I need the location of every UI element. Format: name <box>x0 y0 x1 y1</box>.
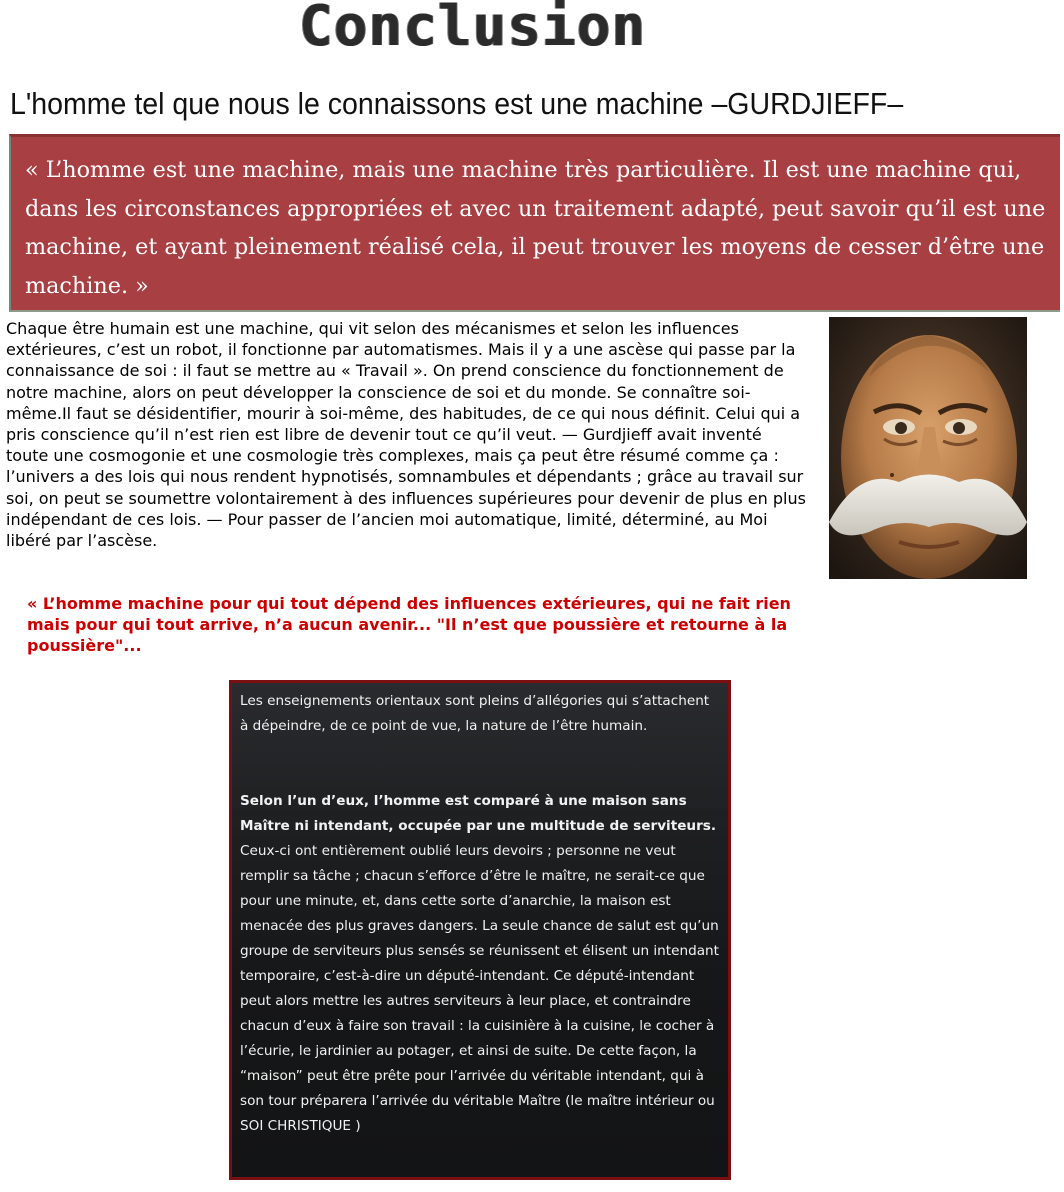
story-bold-lead: Selon l’un d’eux, l’homme est comparé à une maison sans Maître ni intendant, occupée par une multitude de serviteurs. <box>240 793 717 834</box>
section-heading: L'homme tel que nous le connaissons est une machine –GURDJIEFF– <box>10 86 904 121</box>
story-intro: Les enseignements orientaux sont pleins d’allégories qui s’attachent à dépeindre, de ce point de vue, la nature de l’être humain. <box>240 693 710 734</box>
quote-box <box>9 134 1060 312</box>
story-spacer <box>240 739 720 789</box>
red-quote: « L’homme machine pour qui tout dépend des influences extérieures, qui ne fait rien mais pour qui tout arrive, n’a aucun avenir... "Il n’est que poussière et retourne à la poussière"... <box>27 594 791 655</box>
page-title: Conclusion <box>298 0 647 59</box>
gurdjieff-portrait-image <box>829 317 1027 579</box>
gurdjieff-portrait-icon <box>829 317 1027 579</box>
story-rest: Ceux-ci ont entièrement oublié leurs devoirs ; personne ne veut remplir sa tâche ; chacun s’efforce d’être le maître, ne serait-ce que pour une minute, et, dans cette sorte d’anarchie, la maison est menacée des plus graves dangers. La seule chance de salut est qu’un groupe de serviteurs plus sensés se réunissent et élisent un intendant temporaire, c’est-à-dire un député-intendant. Ce député-intendant peut alors mettre les autres serviteurs à leur place, et contraindre chacun d’eux à faire son travail : la cuisinière à la cuisine, le cocher à l’écurie, le jardinier au potager, et ainsi de suite. De cette façon, la “maison” peut être prête pour l’arrivée du véritable intendant, qui à son tour préparera l’arrivée du véritable Maître (le maître intérieur ou SOI CHRISTIQUE ) <box>240 843 719 1134</box>
body-paragraph: Chaque être humain est une machine, qui vit selon des mécanismes et selon les influences extérieures, c’est un robot, il fonctionne par automatismes. Mais il y a une ascèse qui passe par la connaissance de soi : il faut se mettre au « Travail ». On prend conscience du fonctionnement de notre machine, alors on peut développer la conscience de soi et du monde. Se connaître soi-même.Il faut se désidentifier, mourir à soi-même, des habitudes, de ce qui nous définit. Celui qui a pris conscience qu’il n’est rien est libre de devenir tout ce qu’il veut. — Gurdjieff avait inventé toute une cosmogonie et une cosmologie très complexes, mais ça peut être résumé comme ça : l’univers a des lois qui nous rendent hypnotisés, somnambules et dépendants ; grâce au travail sur soi, on peut se soumettre volontairement à des influences supérieures pour devenir de plus en plus indépendant de ces lois. — Pour passer de l’ancien moi automatique, limité, déterminé, au Moi libéré par l’ascèse. <box>6 319 806 551</box>
quote-text: « L’homme est une machine, mais une machine très particulière. Il est une machine qui, dans les circonstances appropriées et avec un traitement adapté, peut savoir qu’il est une machine, et ayant pleinement réalisé cela, il peut trouver les moyens de cesser d’être une machine. » <box>25 157 1046 299</box>
story-body <box>240 789 720 1139</box>
story-box <box>229 680 731 1180</box>
